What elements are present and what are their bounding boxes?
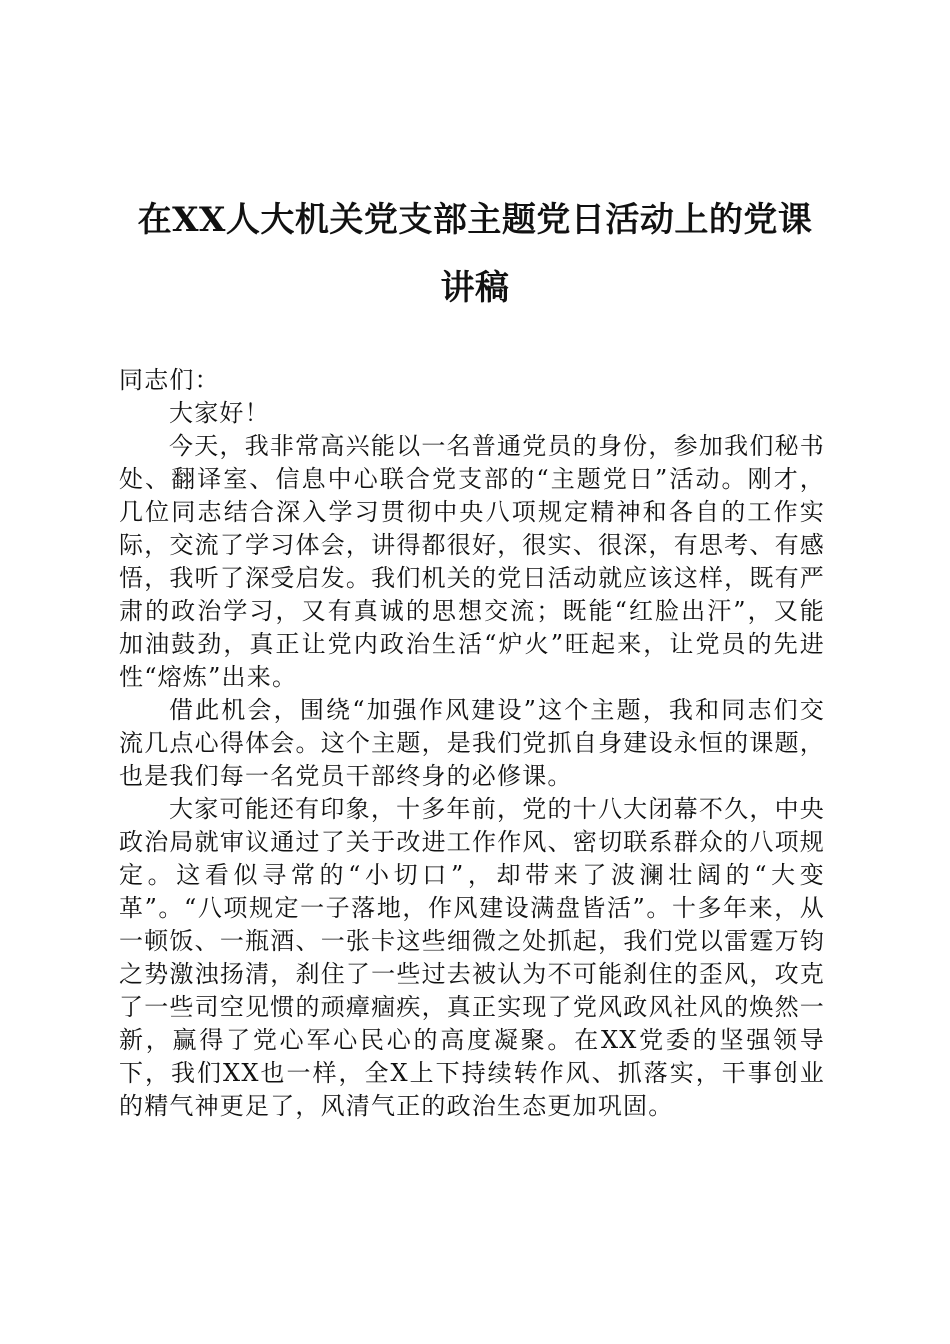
document-title-line-1: 在XX人大机关党支部主题党日活动上的党课: [137, 200, 813, 240]
paragraph-opening: 今天，我非常高兴能以一名普通党员的身份，参加我们秘书处、翻译室、信息中心联合党支部的“主题党日”活动。刚才，几位同志结合深入学习贯彻中央八项规定精神和各自的工作实际，交流了学习体会，讲得都很好，很实、很深，有思考、有感悟，我听了深受启发。我们机关的党日活动就应该这样，既有严肃的政治学习，又有真诚的思想交流；既能“红脸出汗”，又能加油鼓劲，真正让党内政治生活“炉火”旺起来，让党员的先进性“熔炼”出来。: [119, 432, 825, 691]
paragraph-topic: 借此机会，围绕“加强作风建设”这个主题，我和同志们交流几点心得体会。这个主题，是我们党抓自身建设永恒的课题，也是我们每一名党员干部终身的必修课。: [119, 696, 825, 790]
document-body: [119, 364, 825, 1123]
paragraph-greeting: 大家好！: [169, 399, 270, 427]
salutation: 同志们：: [119, 366, 220, 394]
document-title-line-2: 讲稿: [440, 268, 510, 308]
paragraph-history: 大家可能还有印象，十多年前，党的十八大闭幕不久，中央政治局就审议通过了关于改进工作作风、密切联系群众的八项规定。这看似寻常的“小切口”，却带来了波澜壮阔的“大变革”。“八项规定一子落地，作风建设满盘皆活”。十多年来，从一顿饭、一瓶酒、一张卡这些细微之处抓起，我们党以雷霆万钧之势激浊扬清，刹住了一些过去被认为不可能刹住的歪风，攻克了一些司空见惯的顽瘴痼疾，真正实现了党风政风社风的焕然一新，赢得了党心军心民心的高度凝聚。在XX党委的坚强领导下，我们XX也一样，全X上下持续转作风、抓落实，干事创业的精气神更足了，风清气正的政治生态更加巩固。: [119, 795, 825, 1120]
